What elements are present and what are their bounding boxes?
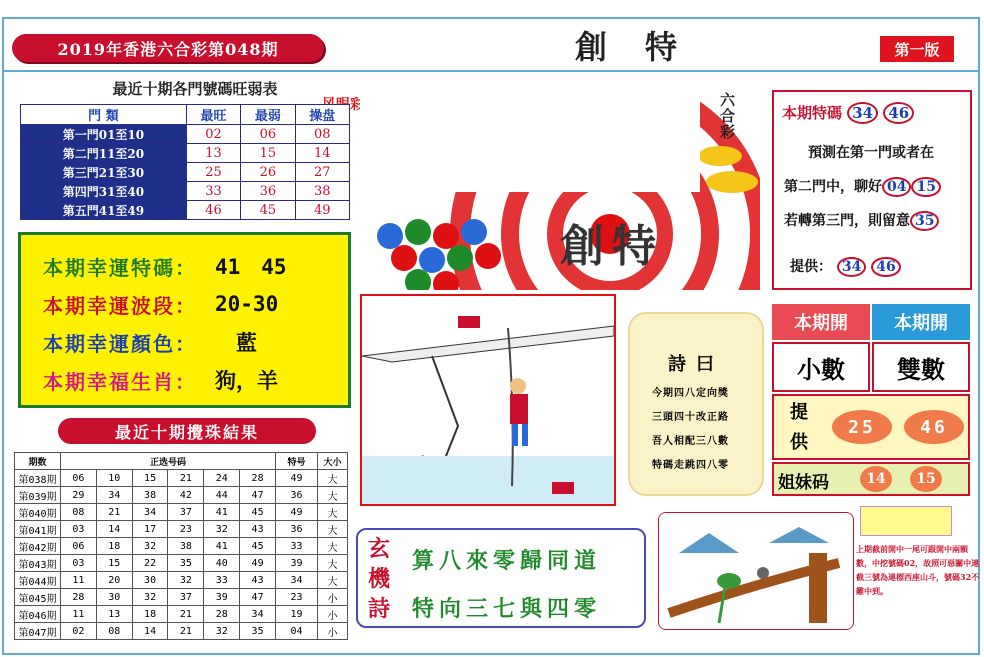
period-cell: 第041期 bbox=[15, 521, 61, 538]
table-row bbox=[15, 572, 348, 589]
number-cell: 37 bbox=[168, 504, 204, 521]
max-cell: 02 bbox=[186, 125, 240, 144]
number-cell: 33 bbox=[204, 572, 240, 589]
number-cell: 17 bbox=[132, 521, 168, 538]
strength-row bbox=[21, 182, 350, 201]
size-cell: 小 bbox=[318, 589, 348, 606]
lucky-value: 藍 bbox=[215, 331, 257, 355]
number-cell: 03 bbox=[61, 555, 97, 572]
number-cell: 38 bbox=[168, 538, 204, 555]
number-cell: 32 bbox=[204, 521, 240, 538]
strength-row bbox=[21, 163, 350, 182]
number-cell: 15 bbox=[132, 470, 168, 487]
number-cell: 21 bbox=[168, 470, 204, 487]
number-cell: 18 bbox=[96, 538, 132, 555]
page-title: 創特 bbox=[574, 28, 715, 66]
number-cell: 40 bbox=[204, 555, 240, 572]
number-cell: 41 bbox=[204, 538, 240, 555]
min-cell: 36 bbox=[241, 182, 295, 201]
blank-area bbox=[360, 86, 700, 192]
bird-illustration bbox=[658, 512, 854, 630]
issue-banner: 2019年香港六合彩第048期 bbox=[12, 34, 324, 62]
results-table bbox=[14, 452, 348, 640]
col-header: 特号 bbox=[276, 453, 318, 470]
lucky-box bbox=[18, 232, 351, 408]
prediction-line2-text: 第二門中，聊好 bbox=[784, 179, 882, 195]
max-cell: 25 bbox=[186, 163, 240, 182]
special-cell: 34 bbox=[276, 572, 318, 589]
provide-label: 提供 bbox=[790, 402, 808, 453]
table-row bbox=[15, 538, 348, 555]
number-cell: 42 bbox=[168, 487, 204, 504]
size-cell: 小 bbox=[318, 606, 348, 623]
number-cell: 11 bbox=[61, 572, 97, 589]
table-row bbox=[15, 555, 348, 572]
max-cell: 33 bbox=[186, 182, 240, 201]
number-cell: 34 bbox=[96, 487, 132, 504]
prediction-title: 本期特碼 bbox=[782, 104, 843, 122]
special-cell: 23 bbox=[276, 589, 318, 606]
number-cell: 06 bbox=[61, 538, 97, 555]
period-cell: 第044期 bbox=[15, 572, 61, 589]
size-cell: 大 bbox=[318, 572, 348, 589]
header-divider bbox=[4, 70, 980, 72]
col-header: 操盘 bbox=[295, 105, 349, 125]
lucky-label: 本期幸福生肖： bbox=[43, 369, 197, 394]
number-cell: 32 bbox=[132, 589, 168, 606]
lucky-row bbox=[43, 285, 348, 323]
size-cell: 大 bbox=[318, 555, 348, 572]
lucky-label: 本期幸運波段： bbox=[43, 293, 197, 318]
number-cell: 21 bbox=[168, 623, 204, 640]
lucky-row bbox=[43, 323, 348, 361]
prediction-line3-text: 若轉第三門，則留意 bbox=[784, 213, 910, 229]
number-cell: 13 bbox=[96, 606, 132, 623]
lucky-value: 20-30 bbox=[215, 292, 279, 316]
table-row bbox=[15, 589, 348, 606]
number-cell: 10 bbox=[96, 470, 132, 487]
prediction-num: 46 bbox=[871, 257, 900, 277]
special-cell: 36 bbox=[276, 487, 318, 504]
table-row bbox=[15, 470, 348, 487]
prediction-line3 bbox=[784, 210, 939, 231]
period-cell: 第042期 bbox=[15, 538, 61, 555]
number-cell: 34 bbox=[240, 606, 276, 623]
table-row bbox=[15, 623, 348, 640]
prediction-title-row bbox=[782, 102, 914, 124]
lucky-label: 本期幸運特碼： bbox=[43, 255, 197, 280]
period-cell: 第039期 bbox=[15, 487, 61, 504]
table-row bbox=[15, 487, 348, 504]
note-text: 上期截前開中一尾可跟開中兩顆數，中挖號碼02，故照可惡關中連截三號為連標西座山斗，號碼32不難中到。 bbox=[856, 544, 980, 596]
table-row bbox=[15, 504, 348, 521]
number-cell: 43 bbox=[240, 572, 276, 589]
row-label: 第三門21至30 bbox=[21, 163, 187, 182]
period-cell: 第045期 bbox=[15, 589, 61, 606]
number-cell: 44 bbox=[204, 487, 240, 504]
number-cell: 23 bbox=[168, 521, 204, 538]
open-value-left: 小數 bbox=[772, 342, 870, 392]
number-cell: 35 bbox=[168, 555, 204, 572]
size-cell: 大 bbox=[318, 521, 348, 538]
number-cell: 22 bbox=[132, 555, 168, 572]
period-cell: 第040期 bbox=[15, 504, 61, 521]
special-cell: 19 bbox=[276, 606, 318, 623]
prediction-num: 35 bbox=[910, 211, 939, 231]
open-value-right: 雙數 bbox=[872, 342, 970, 392]
prediction-provide bbox=[790, 256, 901, 277]
min-cell: 15 bbox=[241, 144, 295, 163]
number-cell: 20 bbox=[96, 572, 132, 589]
lucky-value: 狗，羊 bbox=[215, 369, 278, 393]
row-label: 第一門01至10 bbox=[21, 125, 187, 144]
xuanji-line: 特向三七與四零 bbox=[412, 596, 602, 622]
max-cell: 13 bbox=[186, 144, 240, 163]
op-cell: 49 bbox=[295, 201, 349, 220]
period-cell: 第043期 bbox=[15, 555, 61, 572]
number-cell: 41 bbox=[204, 504, 240, 521]
col-header: 正选号码 bbox=[61, 453, 276, 470]
min-cell: 45 bbox=[241, 201, 295, 220]
special-cell: 49 bbox=[276, 504, 318, 521]
number-cell: 02 bbox=[61, 623, 97, 640]
sister-ball: 14 bbox=[860, 466, 892, 492]
open-header-left: 本期開 bbox=[772, 304, 870, 340]
sister-label: 姐妹码 bbox=[778, 473, 829, 493]
edition-badge: 第一版 bbox=[880, 36, 954, 62]
number-cell: 28 bbox=[240, 470, 276, 487]
number-cell: 32 bbox=[204, 623, 240, 640]
number-cell: 14 bbox=[132, 623, 168, 640]
row-label: 第二門11至20 bbox=[21, 144, 187, 163]
number-cell: 37 bbox=[168, 589, 204, 606]
col-header: 門 類 bbox=[21, 105, 187, 125]
poem-line: 今期四八定向獎 bbox=[652, 388, 729, 399]
lucky-label: 本期幸運顏色： bbox=[43, 331, 197, 356]
provide-label: 提供： bbox=[790, 259, 832, 275]
number-cell: 15 bbox=[96, 555, 132, 572]
lucky-value: 41 45 bbox=[215, 255, 287, 279]
row-label: 第四門31至40 bbox=[21, 182, 187, 201]
sister-ball: 15 bbox=[910, 466, 942, 492]
special-cell: 36 bbox=[276, 521, 318, 538]
size-cell: 大 bbox=[318, 470, 348, 487]
poem-line: 三頭四十改正路 bbox=[652, 412, 729, 423]
xuanji-label: 玄機詩 bbox=[368, 536, 391, 622]
number-cell: 21 bbox=[96, 504, 132, 521]
op-cell: 38 bbox=[295, 182, 349, 201]
number-cell: 47 bbox=[240, 589, 276, 606]
number-cell: 18 bbox=[132, 606, 168, 623]
number-cell: 34 bbox=[132, 504, 168, 521]
note-flag bbox=[860, 506, 952, 536]
number-cell: 21 bbox=[168, 606, 204, 623]
prediction-line1: 預測在第一門或者在 bbox=[808, 145, 934, 161]
banner-brand: 創特 bbox=[560, 221, 664, 272]
table-row bbox=[15, 606, 348, 623]
special-cell: 04 bbox=[276, 623, 318, 640]
liuhe-label: 六合彩 bbox=[720, 91, 736, 141]
col-header: 最旺 bbox=[186, 105, 240, 125]
col-header: 期数 bbox=[15, 453, 61, 470]
special-cell: 33 bbox=[276, 538, 318, 555]
number-cell: 32 bbox=[168, 572, 204, 589]
strength-row bbox=[21, 125, 350, 144]
col-header: 最弱 bbox=[241, 105, 295, 125]
number-cell: 28 bbox=[204, 606, 240, 623]
number-cell: 49 bbox=[240, 555, 276, 572]
size-cell: 大 bbox=[318, 504, 348, 521]
min-cell: 26 bbox=[241, 163, 295, 182]
number-cell: 24 bbox=[204, 470, 240, 487]
xuanji-line: 算八來零歸同道 bbox=[412, 548, 602, 574]
poem-line: 吾人相配三八數 bbox=[652, 436, 729, 447]
climber-illustration bbox=[360, 294, 616, 506]
number-cell: 08 bbox=[61, 504, 97, 521]
provide-ball: 46 bbox=[904, 410, 964, 444]
number-cell: 08 bbox=[96, 623, 132, 640]
number-cell: 14 bbox=[96, 521, 132, 538]
op-cell: 14 bbox=[295, 144, 349, 163]
size-cell: 小 bbox=[318, 623, 348, 640]
col-header: 大小 bbox=[318, 453, 348, 470]
provide-box bbox=[772, 394, 970, 460]
number-cell: 39 bbox=[204, 589, 240, 606]
poem-line: 特碼走跳四八零 bbox=[652, 460, 729, 471]
lucky-row bbox=[43, 247, 348, 285]
strength-row bbox=[21, 144, 350, 163]
number-cell: 29 bbox=[61, 487, 97, 504]
number-cell: 30 bbox=[96, 589, 132, 606]
min-cell: 06 bbox=[241, 125, 295, 144]
number-cell: 32 bbox=[132, 538, 168, 555]
prediction-num: 04 bbox=[882, 177, 911, 197]
prediction-num: 15 bbox=[911, 177, 940, 197]
lucky-row bbox=[43, 361, 348, 399]
period-cell: 第046期 bbox=[15, 606, 61, 623]
number-cell: 30 bbox=[132, 572, 168, 589]
table-row bbox=[15, 521, 348, 538]
strength-table bbox=[20, 104, 350, 220]
number-cell: 11 bbox=[61, 606, 97, 623]
prediction-num: 34 bbox=[837, 257, 866, 277]
period-cell: 第047期 bbox=[15, 623, 61, 640]
strength-row bbox=[21, 201, 350, 220]
results-banner: 最近十期攪珠結果 bbox=[58, 418, 316, 444]
number-cell: 45 bbox=[240, 538, 276, 555]
row-label: 第五門41至49 bbox=[21, 201, 187, 220]
number-cell: 38 bbox=[132, 487, 168, 504]
strength-table-title: 最近十期各門號碼旺弱表 bbox=[112, 80, 278, 98]
size-cell: 大 bbox=[318, 538, 348, 555]
number-cell: 03 bbox=[61, 521, 97, 538]
size-cell: 大 bbox=[318, 487, 348, 504]
number-cell: 06 bbox=[61, 470, 97, 487]
number-cell: 47 bbox=[240, 487, 276, 504]
max-cell: 46 bbox=[186, 201, 240, 220]
number-cell: 35 bbox=[240, 623, 276, 640]
open-header-right: 本期開 bbox=[872, 304, 970, 340]
prediction-line2 bbox=[784, 176, 941, 197]
number-cell: 43 bbox=[240, 521, 276, 538]
op-cell: 08 bbox=[295, 125, 349, 144]
prediction-num: 34 bbox=[847, 102, 878, 124]
special-cell: 39 bbox=[276, 555, 318, 572]
prediction-num: 46 bbox=[883, 102, 914, 124]
poem-title: 詩曰 bbox=[668, 354, 724, 375]
number-cell: 45 bbox=[240, 504, 276, 521]
sister-box bbox=[772, 462, 970, 496]
op-cell: 27 bbox=[295, 163, 349, 182]
number-cell: 28 bbox=[61, 589, 97, 606]
special-cell: 49 bbox=[276, 470, 318, 487]
period-cell: 第038期 bbox=[15, 470, 61, 487]
provide-ball: 25 bbox=[832, 410, 892, 444]
